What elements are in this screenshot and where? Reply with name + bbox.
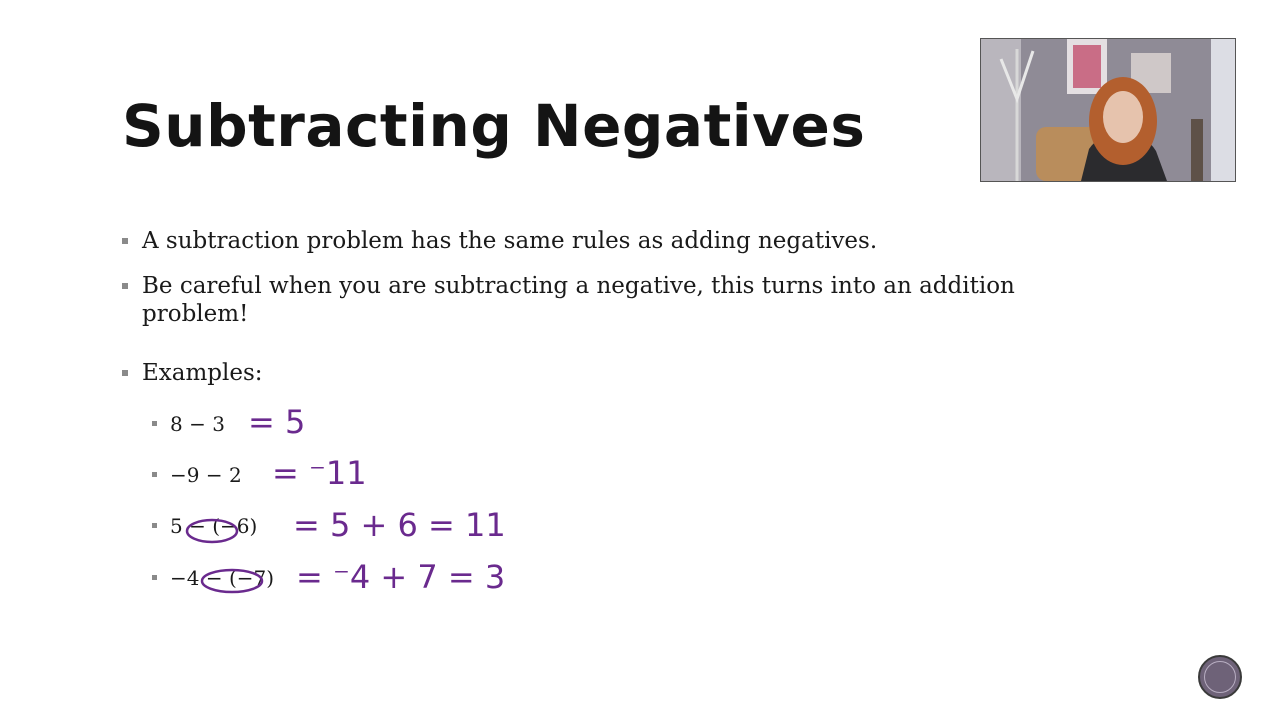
ink-answer-2: = ⁻11 <box>272 454 367 492</box>
example-expression: −9 − 2 <box>170 463 242 487</box>
presenter-webcam <box>980 38 1236 182</box>
sub-bullet-marker <box>152 472 157 477</box>
ink-answer-3: = 5 + 6 = 11 <box>293 506 506 544</box>
bullet-rules <box>122 227 1122 257</box>
ink-answer-4: = ⁻4 + 7 = 3 <box>296 558 506 596</box>
example-expression: 5 − (−6) <box>170 514 258 538</box>
webcam-image <box>981 39 1235 181</box>
bullet-text: Examples: <box>142 360 263 386</box>
bullet-marker <box>122 370 128 376</box>
bullet-marker <box>122 238 128 244</box>
bullet-careful <box>122 272 1122 332</box>
slide-nav-button[interactable] <box>1198 655 1242 699</box>
sub-bullet-marker <box>152 421 157 426</box>
bullet-text: Be careful when you are subtracting a negative, this turns into an addition <box>142 273 1015 299</box>
bullet-examples <box>122 359 522 389</box>
sub-bullet-marker <box>152 523 157 528</box>
example-expression: −4 − (−7) <box>170 566 275 590</box>
sub-bullet-marker <box>152 575 157 580</box>
bullet-text-continued: problem! <box>142 301 249 327</box>
example-expression: 8 − 3 <box>170 412 225 436</box>
bullet-marker <box>122 283 128 289</box>
bullet-text: A subtraction problem has the same rules as adding negatives. <box>142 228 878 254</box>
slide-title: Subtracting Negatives <box>122 92 866 160</box>
ink-answer-1: = 5 <box>248 403 306 441</box>
